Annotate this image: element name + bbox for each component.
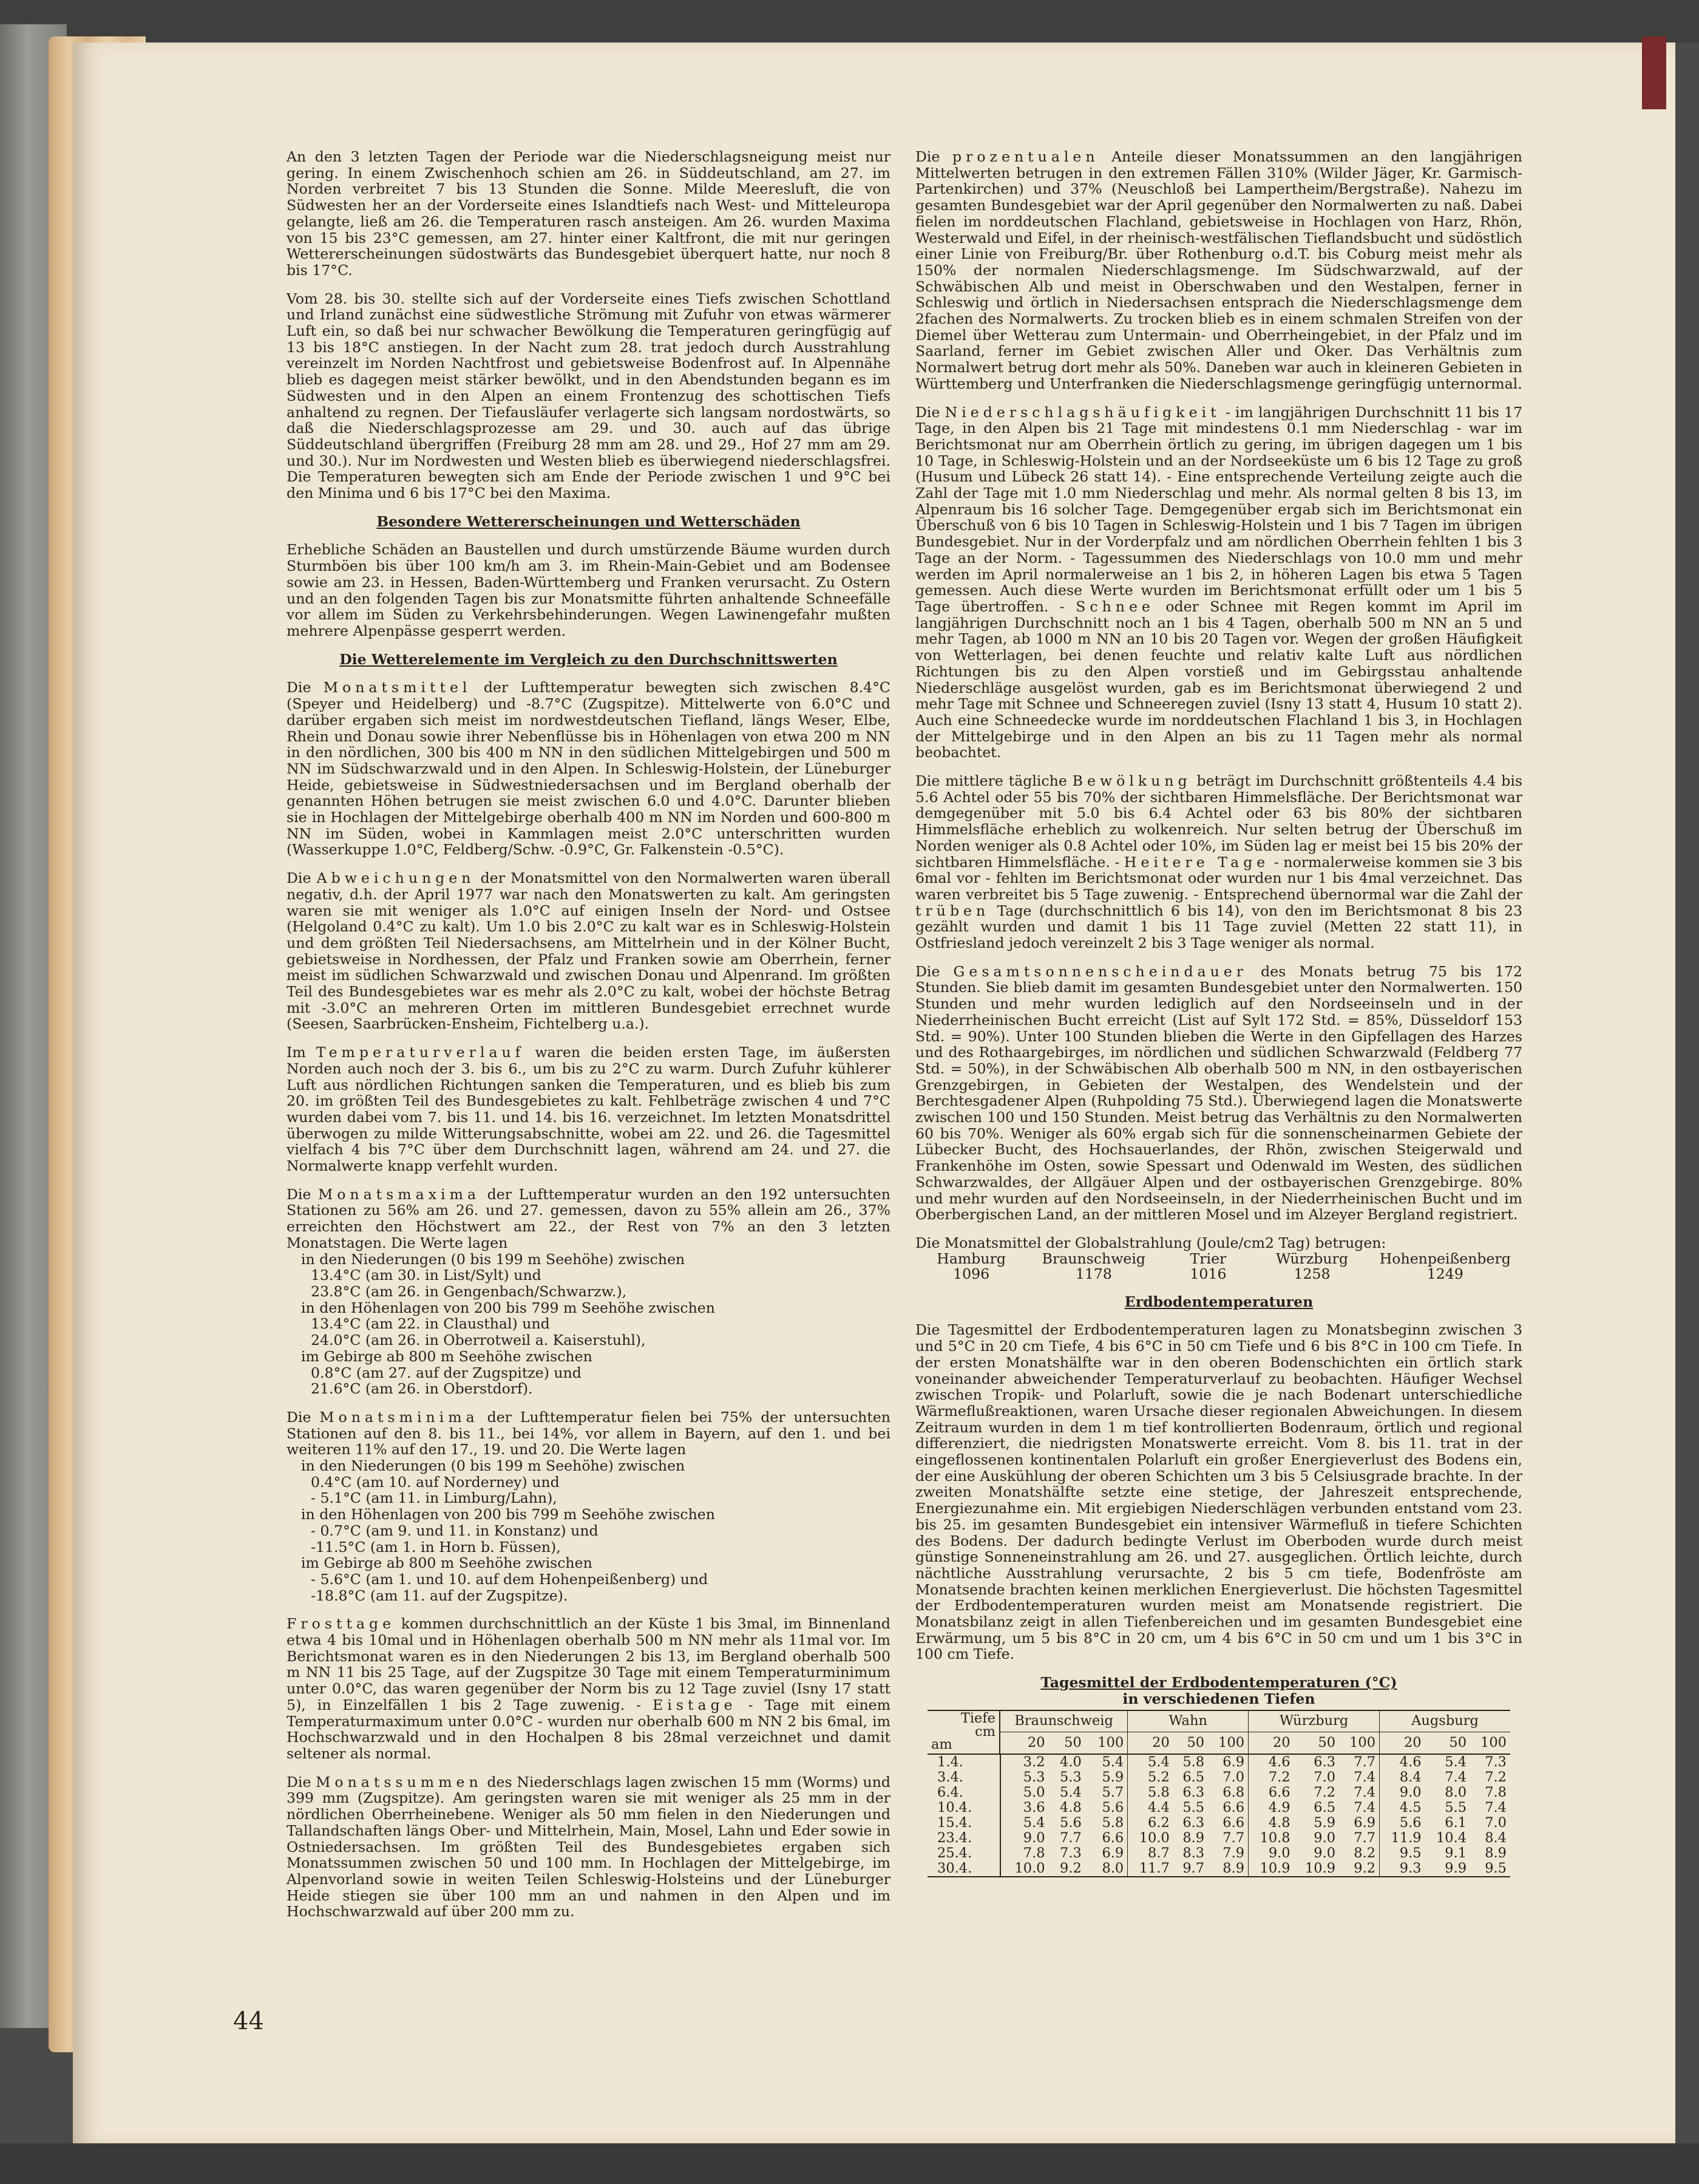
spaced-term: Bewölkung <box>1072 772 1192 790</box>
table-cell: 4.0 <box>1049 1754 1085 1770</box>
spaced-term: Schnee <box>1076 597 1155 615</box>
table-cell: 3.6 <box>1023 1799 1045 1815</box>
table-cell: 6.9 <box>1085 1846 1128 1861</box>
table-cell: 6.6 <box>1208 1815 1248 1831</box>
column-header: Würzburg <box>1249 1710 1380 1732</box>
table-cell: 4.8 <box>1268 1814 1290 1831</box>
table-cell: 8.9 <box>1182 1829 1205 1846</box>
table-cell: 8.2 <box>1339 1846 1379 1861</box>
paragraph: Die prozentualen Anteile dieser Monatssummen an den langjährigen Mittelwerten betrugen in den extremen Fällen 310% (Wilder Jäger, Kr. Garmisch-Partenkirchen) und 37% (Neuschloß bei Lampertheim/Bergstraße). Nahezu im gesamten Bundesgebiet war der April gegenüber den Normalwerten zu naß. Dabei fielen im norddeutschen Flachland, gebietsweise in Hochlagen von Harz, Rhön, Westerwald und Eifel, in der rheinisch-westfälischen Tieflandsbucht und südöstlich einer Linie von Freiburg/Br. über Rothenburg o.d.T. bis Coburg meist mehr als 150% der normalen Niederschlagsmenge. Im Südschwarzwald, auf der Schwäbischen Alb und meist in Oberschwaben und den Westalpen, ferner in Schleswig und örtlich in Niedersachsen entsprach die Niederschlagsmenge dem 2fachen des Normalwerts. Zu trocken blieb es in einem schmalen Streifen von der Diemel über Wetterau zum Untermain- und Oberrheingebiet, in der Pfalz und im Saarland, ferner im Gebiet zwischen Aller und Oker. Das Verhältnis zum Normalwert betrug dort mehr als 50%. Daneben war auch in kleineren Gebieten in Württemberg und Unterfranken die Niederschlagsmenge geringfügig unternormal. <box>915 148 1522 392</box>
table-cell: 6.6 <box>1085 1831 1128 1846</box>
list-item: 0.4°C (am 10. auf Norderney) und <box>311 1473 560 1491</box>
table-row <box>927 1815 1510 1831</box>
paragraph: Frosttage kommen durchschnittlich an der Küste 1 bis 3mal, im Binnenland etwa 4 bis 10mal und in Höhenlagen oberhalb 500 m NN mehr als 11mal vor. Im Berichtsmonat waren es in den Niederungen 2 bis 13, im Bergland oberhalb 500 m NN 11 bis 25 Tage, auf der Zugspitze 30 Tage mit einem Temperaturminimum unter 0.0°C, das waren gegenüber der Norm bis zu 12 Tage zuviel (Isny 17 statt 5), in Einzelfällen 1 bis 2 Tage zuwenig. - Eistage - Tage mit einem Temperaturmaximum unter 0.0°C - wurden nur oberhalb 600 m NN 2 bis 6mal, im Hochschwarzwald und in den Hochalpen 8 bis 28mal verzeichnet und damit seltener als normal. <box>287 1615 891 1762</box>
table-cell: 8.9 <box>1208 1861 1248 1877</box>
depth-header: 20 <box>1272 1734 1290 1750</box>
table-cell: 5.8 <box>1085 1815 1128 1831</box>
table-cell: 5.6 <box>1399 1814 1422 1831</box>
list-item: in den Höhenlagen von 200 bis 799 m Seehöhe zwischen <box>301 1506 715 1523</box>
scan-top-edge <box>0 0 1699 43</box>
table-cell: 7.8 <box>1485 1784 1507 1800</box>
table-cell: 6.2 <box>1148 1814 1170 1831</box>
table-cell: 11.9 <box>1391 1829 1422 1846</box>
table-cell: 7.0 <box>1208 1770 1248 1785</box>
depth-header: 50 <box>1318 1734 1336 1750</box>
list-item: 13.4°C (am 22. in Clausthal) und <box>311 1315 550 1333</box>
list-item: - 5.6°C (am 1. und 10. auf dem Hohenpeißenberg) und <box>311 1570 708 1588</box>
station-value: 1016 <box>1190 1265 1227 1282</box>
list-item: in den Niederungen (0 bis 199 m Seehöhe) zwischen <box>301 1250 685 1268</box>
table-cell: 9.0 <box>1399 1784 1422 1800</box>
table-row <box>927 1754 1510 1770</box>
station-name: Würzburg <box>1276 1250 1348 1267</box>
section-heading: Erdbodentemperaturen <box>1124 1293 1314 1310</box>
table-cell: 7.3 <box>1060 1845 1082 1861</box>
paragraph: Die mittlere tägliche Bewölkung beträgt im Durchschnitt größtenteils 4.4 bis 5.6 Achtel oder 55 bis 70% der sichtbaren Himmelsfläche. Der Berichtsmonat war demgegenüber mit 5.0 bis 6.4 Achtel oder 63 bis 80% der sichtbaren Himmelsfläche erheblich zu wolkenreich. Nur selten betrug der Überschuß im Norden weniger als 0.8 Achtel oder 10%, im Süden lag er meist bei 15 bis 20% der sichtbaren Himmelsfläche. - Heitere Tage - normalerweise kommen sie 3 bis 6mal vor - fehlten im Berichtsmonat oder wurden nur 1 bis 4mal verzeichnet. Das waren verbreitet bis 5 Tage zuwenig. - Entsprechend übernormal war die Zahl der trüben Tage (durchschnittlich 6 bis 14), von den im Berichtsmonat 8 bis 23 gezählt wurden und damit 1 bis 11 Tage zuviel (Metten 22 statt 11), in Ostfriesland jedoch vereinzelt 2 bis 3 Tage weniger als normal. <box>915 772 1522 952</box>
table-cell: 5.3 <box>1023 1769 1045 1785</box>
station-value: 1178 <box>1075 1265 1112 1282</box>
table-cell: 9.3 <box>1380 1861 1425 1877</box>
list-item: - 0.7°C (am 9. und 11. in Konstanz) und <box>311 1522 599 1539</box>
spaced-term: trüben <box>915 902 990 919</box>
table-cell: 10.8 <box>1260 1829 1290 1846</box>
station-value: 1258 <box>1294 1265 1331 1282</box>
table-cell: 7.7 <box>1339 1831 1379 1846</box>
table-cell: 6.6 <box>1268 1784 1290 1800</box>
spaced-term: Monatsmaxima <box>318 1185 481 1203</box>
list-item: - 5.1°C (am 11. in Limburg/Lahn), <box>311 1489 557 1507</box>
table-cell: 6.3 <box>1182 1784 1205 1800</box>
table-cell: 5.4 <box>1085 1754 1128 1770</box>
table-cell: 7.0 <box>1485 1814 1507 1831</box>
section-heading: Besondere Wettererscheinungen und Wetterschäden <box>376 512 801 530</box>
spaced-term: Abweichungen <box>316 869 475 887</box>
station-value: 1096 <box>953 1265 990 1282</box>
spaced-term: Monatsminima <box>319 1408 479 1426</box>
section-heading: Die Wetterelemente im Vergleich zu den Durchschnittswerten <box>339 650 838 668</box>
station-name: Trier <box>1190 1250 1227 1267</box>
table-cell: 9.5 <box>1470 1861 1510 1877</box>
table-cell: 5.9 <box>1085 1770 1128 1785</box>
list-item: in den Höhenlagen von 200 bis 799 m Seehöhe zwischen <box>301 1299 715 1316</box>
table-row <box>927 1785 1510 1800</box>
table-cell: 5.9 <box>1314 1814 1336 1831</box>
date-cell: 25.4. <box>927 1846 1000 1861</box>
depth-header: 20 <box>1403 1734 1422 1750</box>
paragraph: Erhebliche Schäden an Baustellen und durch umstürzende Bäume wurden durch Sturmböen bis über 100 km/h am 3. im Rhein-Main-Gebiet und am Bodensee sowie am 23. in Hessen, Baden-Württemberg und Franken verursacht. Zu Ostern und an den folgenden Tagen bis zur Monatsmitte führten anhaltende Schneefälle vor allem im Süden zu Verkehrsbehinderungen. Wegen Lawinengefahr mußten mehrere Alpenpässe gesperrt werden. <box>287 541 890 639</box>
table-cell: 9.0 <box>1314 1829 1336 1846</box>
table-cell: 6.1 <box>1445 1814 1467 1831</box>
table-cell: 4.4 <box>1148 1799 1170 1815</box>
station-value: 1249 <box>1426 1265 1463 1282</box>
table-cell: 5.5 <box>1445 1799 1467 1815</box>
table-cell: 4.6 <box>1249 1754 1294 1770</box>
table-cell: 9.5 <box>1399 1845 1422 1861</box>
depth-header: 100 <box>1480 1734 1507 1750</box>
table-cell: 5.4 <box>1425 1754 1470 1770</box>
table-cell: 7.2 <box>1485 1769 1507 1785</box>
depth-header: 100 <box>1339 1732 1379 1754</box>
list-item: -11.5°C (am 1. in Horn b. Füssen), <box>311 1538 561 1556</box>
table-cell: 5.4 <box>1128 1754 1173 1770</box>
table-row <box>927 1861 1510 1877</box>
table-cell: 10.0 <box>1000 1861 1049 1877</box>
table-cell: 10.0 <box>1139 1829 1170 1846</box>
table-cell: 9.9 <box>1425 1861 1470 1877</box>
table-cell: 7.2 <box>1268 1769 1290 1785</box>
table-cell: 7.2 <box>1314 1784 1336 1800</box>
table-cell: 11.7 <box>1128 1861 1173 1877</box>
table-cell: 4.6 <box>1380 1754 1425 1770</box>
list-item: 13.4°C (am 30. in List/Sylt) und <box>311 1267 541 1284</box>
table-cell: 8.0 <box>1445 1784 1467 1800</box>
table-cell: 5.4 <box>1023 1814 1045 1831</box>
table-row <box>927 1770 1510 1785</box>
date-cell: 3.4. <box>927 1770 1000 1785</box>
date-cell: 10.4. <box>927 1800 1000 1815</box>
table-body <box>927 1754 1510 1877</box>
paragraph: Die Monatsminima der Lufttemperatur fielen bei 75% der untersuchten Stationen auf den 8. bis 11., bei 14%, vor allem in Bayern, auf den 1. und bei weiteren 11% auf den 17., 19. und 20. Die Werte lagen <box>287 1408 890 1458</box>
table-title: Tagesmittel der Erdbodentemperaturen (°C) <box>1040 1674 1397 1692</box>
table-subtitle: in verschiedenen Tiefen <box>1122 1690 1315 1707</box>
paragraph: Die Niederschlagshäufigkeit - im langjährigen Durchschnitt 11 bis 17 Tage, in den Alpen bis 21 Tage mit mindestens 0.1 mm Niederschlag - war im Berichtsmonat nur am Oberrhein örtlich zu gering, im übrigen dagegen um 1 bis 10 Tage, in Schleswig-Holstein und an der Nordseeküste um 6 bis 12 Tage zu groß (Husum und Lübeck 26 statt 14). - Eine entsprechende Verteilung zeigte auch die Zahl der Tage mit 1.0 mm Niederschlag und mehr. Als normal gelten 8 bis 13, im Alpenraum bis 16 solcher Tage. Demgegenüber ergab sich im Berichtsmonat ein Überschuß von 6 bis 10 Tagen in Schleswig-Holstein und 1 bis 7 Tagen im übrigen Bundesgebiet. Nur in der Vorderpfalz und am nördlichen Oberrhein fehlten 1 bis 3 Tage an der Norm. - Tagessummen des Niederschlags von 10.0 mm und mehr werden im April normalerweise an 1 bis 2, in höheren Lagen bis etwa 5 Tagen gemessen. Auch diese Werte wurden im Berichtsmonat erfüllt oder um 1 bis 5 Tage übertroffen. - Schnee oder Schnee mit Regen kommt im April im langjährigen Durchschnitt noch an 1 bis 4 Tagen, oberhalb 500 m NN an 5 und mehr Tagen, ab 1000 m NN an 10 bis 20 Tagen vor. Wegen der großen Häufigkeit von Wetterlagen, bei denen feuchte und relativ kalte Luft aus nördlichen Richtungen bis zu den Alpen vorstieß und im Gebirgsstau anhaltende Niederschläge ausgelöst wurden, gab es im Berichtsmonat überwiegend 2 und mehr Tage mit Schnee und Schneeregen zuviel (Isny 13 statt 4, Husum 10 statt 2). Auch eine Schneedecke wurde im norddeutschen Flachland 1 bis 3, in Hochlagen der Mittelgebirge und in den Alpen an bis zu 11 Tagen mehr als normal beobachtet. <box>915 403 1522 761</box>
table-cell: 9.0 <box>1268 1845 1290 1861</box>
paragraph: Die Monatssummen des Niederschlags lagen zwischen 15 mm (Worms) und 399 mm (Zugspitze). Am geringsten waren sie mit weniger als 25 mm in der nördlichen Oberrheinebene. Weniger als 50 mm fielen in den Niederungen und Tallandschaften längs Ober- und Mittelrhein, Main, Mosel, Lahn und Eder sowie in Ostniedersachsen. Im größten Teil des Bundesgebietes ergaben sich Monatssummen zwischen 50 und 100 mm. In Hochlagen der Mittelgebirge, im Alpenvorland sowie in weiten Teilen Schleswig-Holsteins und der Lüneburger Heide stiegen sie über 100 mm an und nahmen in den Alpen und im Hochschwarzwald auf über 200 mm zu. <box>287 1773 890 1920</box>
table-cell: 5.3 <box>1060 1769 1082 1785</box>
table-cell: 7.4 <box>1445 1769 1467 1785</box>
table-cell: 6.8 <box>1208 1785 1248 1800</box>
table-cell: 5.8 <box>1148 1784 1170 1800</box>
depth-header: 100 <box>1208 1732 1248 1754</box>
column-header: Braunschweig <box>1000 1710 1128 1732</box>
table-cell: 8.9 <box>1485 1845 1507 1861</box>
paragraph: An den 3 letzten Tagen der Periode war die Niederschlagsneigung meist nur gering. In einem Zwischenhoch schien am 26. in Süddeutschland, am 27. im Norden verbreitet 7 bis 13 Stunden die Sonne. Milde Meeresluft, die von Südwesten her an der Vorderseite eines Islandtiefs nach West- und Mitteleuropa gelangte, ließ am 26. die Temperaturen rasch ansteigen. Am 26. wurden Maxima von 15 bis 23°C gemessen, am 27. hinter einer Kaltfront, die mit nur geringen Wettererscheinungen südostwärts das Bundesgebiet überquert hatte, nur noch 8 bis 17°C. <box>287 148 890 279</box>
table-cell: 6.3 <box>1182 1814 1205 1831</box>
global-radiation-list <box>915 1251 1522 1282</box>
table-cell: 8.0 <box>1085 1861 1128 1877</box>
depth-header: 50 <box>1449 1734 1467 1750</box>
table-cell: 5.6 <box>1085 1800 1128 1815</box>
depth-header: 50 <box>1187 1734 1205 1750</box>
maxima-list <box>287 1251 890 1397</box>
table-cell: 8.4 <box>1399 1769 1422 1785</box>
depth-header-row <box>927 1732 1510 1754</box>
page-number: 44 <box>233 2007 264 2035</box>
table-row <box>927 1831 1510 1846</box>
paragraph: Im Temperaturverlauf waren die beiden ersten Tage, im äußersten Norden auch noch der 3. bis 6., um bis zu 2°C zu warm. Durch Zufuhr kühlerer Luft aus nördlichen Richtungen sanken die Temperaturen, und es blieb bis zum 20. im größten Teil des Bundesgebietes zu kalt. Fehlbeträge zwischen 4 und 7°C wurden dabei vom 7. bis 11. und 14. bis 16. verzeichnet. Im letzten Monatsdrittel überwogen zu milde Witterungsabschnitte, wobei am 22. und 26. die Tagesmittel vielfach 4 bis 7°C über dem Durchschnitt lagen, während am 24. und 27. die Normalwerte knapp verfehlt wurden. <box>287 1044 890 1175</box>
left-column <box>287 149 890 1932</box>
spaced-term: prozentualen <box>952 148 1099 165</box>
scan-bottom-edge <box>0 2143 1699 2184</box>
table-cell: 5.7 <box>1085 1785 1128 1800</box>
table-cell: 5.0 <box>1023 1784 1045 1800</box>
spaced-term: Gesamtsonnenscheindauer <box>953 962 1248 980</box>
table-cell: 9.2 <box>1339 1861 1379 1877</box>
spaced-term: Frosttage <box>287 1615 396 1633</box>
paragraph: Die Gesamtsonnenscheindauer des Monats betrug 75 bis 172 Stunden. Sie blieb damit im gesamten Bundesgebiet unter den Normalwerten. 150 Stunden und mehr wurden lediglich auf den Nordseeinseln und in der Niederrheinischen Bucht erreicht (List auf Sylt 172 Std. = 85%, Düsseldorf 153 Std. = 90%). Unter 100 Stunden blieben die Werte in den Gipfellagen des Harzes und des Rothaargebirges, im nördlichen und südlichen Schwarzwald (Feldberg 77 Std. = 50%), in der Schwäbischen Alb oberhalb 500 m NN, in den ostbayerischen Grenzgebirgen, in Gebieten der Westalpen, des Wendelstein und der Berchtesgadener Alpen (Ruhpolding 75 Std.). Überwiegend lagen die Monatswerte zwischen 100 und 150 Stunden. Meist betrug das Verhältnis zu den Normalwerten 60 bis 70%. Weniger als 60% ergab sich für die sonnenscheinarmen Gebiete der Lübecker Bucht, des Hochsauerlandes, der Rhön, zwischen Steigerwald und Frankenhöhe im Osten, sowie Spessart und Odenwald im Westen, des südlichen Schwarzwaldes, der Allgäuer Alpen und der ostbayerischen Grenzgebirge. 80% und mehr wurden auf den Nordseeinseln, in der Niederrheinischen Bucht und im Oberbergischen Land, an der mittleren Mosel und im Alzeyer Bergland registriert. <box>915 962 1522 1223</box>
depth-header: 20 <box>1152 1734 1170 1750</box>
table-cell: 5.6 <box>1060 1814 1082 1831</box>
paragraph: Die Monatsmittel der Globalstrahlung (Joule/cm2 Tag) betrugen: <box>915 1234 1386 1251</box>
spaced-term: Niederschlagshäufigkeit <box>944 403 1221 421</box>
table-cell: 4.9 <box>1268 1799 1290 1815</box>
date-cell: 15.4. <box>927 1815 1000 1831</box>
table-cell: 5.5 <box>1182 1799 1205 1815</box>
table-cell: 7.4 <box>1485 1799 1507 1815</box>
table-cell: 3.2 <box>1000 1754 1049 1770</box>
paragraph: Die Monatsmaxima der Lufttemperatur wurden an den 192 untersuchten Stationen zu 56% am 26. und 27. gemessen, davon zu 55% allein am 26., 37% erreichten den Höchstwert am 22., der Rest von 7% an den 3 letzten Monatstagen. Die Werte lagen <box>287 1185 890 1251</box>
table-cell: 9.7 <box>1173 1861 1208 1877</box>
list-item: 24.0°C (am 26. in Oberrotweil a. Kaiserstuhl), <box>311 1332 646 1349</box>
spaced-term: Temperaturverlauf <box>316 1044 525 1061</box>
date-cell: 23.4. <box>927 1831 1000 1846</box>
bookmark-ribbon <box>1642 36 1666 109</box>
minima-list <box>287 1458 890 1604</box>
table-cell: 4.8 <box>1060 1799 1082 1815</box>
station-name: Hohenpeißenberg <box>1379 1250 1511 1267</box>
list-item: 21.6°C (am 26. in Oberstdorf). <box>311 1380 533 1398</box>
depth-header: 20 <box>1027 1734 1045 1750</box>
spaced-term: Heitere Tage <box>1124 853 1270 871</box>
spaced-term: Monatsmittel <box>323 679 472 696</box>
table-cell: 10.9 <box>1294 1861 1339 1877</box>
spaced-term: Eistage <box>653 1696 737 1713</box>
table-cell: 6.6 <box>1208 1800 1248 1815</box>
station-name: Braunschweig <box>1042 1250 1146 1267</box>
paragraph: Die Tagesmittel der Erdbodentemperaturen lagen zu Monatsbeginn zwischen 3 und 5°C in 20 cm Tiefe, 4 bis 6°C in 50 cm Tiefe und 6 bis 8°C in 100 cm Tiefe. In der ersten Monatshälfte war in den oberen Bodenschichten ein örtlich stark voneinander abweichender Temperaturverlauf zu beobachten. Häufiger Wechsel zwischen Tropik- und Polarluft, sowie die je nach Bodenart unterschiedliche Wärmeflußreaktionen, waren Ursache dieser regionalen Abweichungen. In diesem Zeitraum wurden in dem 1 m tief kontrollierten Bodenraum, örtlich und regional differenziert, die niedrigsten Monatswerte erreicht. Vom 8. bis 11. trat in der eingeflossenen kontinentalen Polarluft ein großer Energieverlust des Bodens ein, der eine Auskühlung der oberen Schichten um 3 bis 5 Celsiusgrade brachte. In der zweiten Monatshälfte setzte eine stetige, der Jahreszeit entsprechende, Energiezunahme ein. Mit ergiebigen Niederschlägen verbunden entstand vom 23. bis 25. im gesamten Bundesgebiet ein intensiver Wärmefluß in tiefere Schichten des Bodens. Der dadurch bedingte Verlust im Oberboden wurde durch meist günstige Sonneneinstrahlung am 26. und 27. ausgeglichen. Örtlich leichte, durch nächtliche Ausstrahlung verursachte, 2 bis 5 cm tiefe, Bodenfröste am Monatsende brachten keinen merklichen Energieverlust. Die höchsten Tagesmittel der Erdbodentemperaturen wurden meist am Monatsende registriert. Die Monatsbilanz zeigt in allen Tiefenbereichen und im gesamten Bundesgebiet eine Erwärmung, um 5 bis 8°C in 20 cm, um 4 bis 6°C in 50 cm und um 1 bis 3°C in 100 cm Tiefe. <box>915 1321 1522 1663</box>
table-cell: 8.4 <box>1485 1829 1507 1846</box>
station-name: Hamburg <box>937 1250 1006 1267</box>
table-cell: 7.8 <box>1023 1845 1045 1861</box>
table-cell: 10.4 <box>1436 1829 1467 1846</box>
date-cell: 6.4. <box>927 1785 1000 1800</box>
depth-header: 100 <box>1085 1732 1128 1754</box>
column-header: Wahn <box>1128 1710 1249 1732</box>
table-cell: 7.7 <box>1060 1829 1082 1846</box>
list-item: 0.8°C (am 27. auf der Zugspitze) und <box>311 1364 582 1381</box>
table-cell: 7.7 <box>1208 1831 1248 1846</box>
table-cell: 7.3 <box>1470 1754 1510 1770</box>
table-cell: 6.9 <box>1339 1815 1379 1831</box>
table-cell: 9.2 <box>1049 1861 1085 1877</box>
table-cell: 6.5 <box>1182 1769 1205 1785</box>
paragraph: Die Abweichungen der Monatsmittel von den Normalwerten waren überall negativ, d.h. der April 1977 war nach den Monatswerten zu kalt. Am geringsten waren sie mit weniger als 1.0°C auf einigen Inseln der Nord- und Ostsee (Helgoland 0.4°C zu kalt). Um 1.0 bis 2.0°C zu kalt war es in Schleswig-Holstein und dem größten Teil Niedersachsens, am Mittelrhein und in der Kölner Bucht, gebietsweise in Nordhessen, der Pfalz und Franken sowie am Oberrhein, ferner meist im südlichen Schwarzwald und zwischen Donau und Alpenrand. Im größten Teil des Bundesgebietes war es mehr als 2.0°C zu kalt, wobei der höchste Betrag mit -3.0°C an mehreren Orten im mittleren Bundesgebiet errechnet wurde (Seesen, Saarbrücken-Ensheim, Fichtelberg u.a.). <box>287 869 890 1033</box>
table-cell: 9.0 <box>1023 1829 1045 1846</box>
list-item: im Gebirge ab 800 m Seehöhe zwischen <box>301 1554 592 1572</box>
table-cell: 10.9 <box>1249 1861 1294 1877</box>
table-row <box>927 1846 1510 1861</box>
table-cell: 6.9 <box>1208 1754 1248 1770</box>
table-cell: 8.7 <box>1148 1845 1170 1861</box>
soil-temperature-table <box>927 1710 1510 1877</box>
paragraph: Vom 28. bis 30. stellte sich auf der Vorderseite eines Tiefs zwischen Schottland und Irland zunächst eine südwestliche Strömung mit Zufuhr von etwas wärmerer Luft ein, so daß bei nur schwacher Bewölkung die Temperaturen geringfügig auf 13 bis 18°C anstiegen. In der Nacht zum 28. trat jedoch durch Ausstrahlung vereinzelt im Norden Nachtfrost und gebietsweise Bodenfrost auf. In Alpennähe blieb es dagegen meist stärker bewölkt, und in den Abendstunden begann es im Südwesten und in den Alpen an einem Frontenzug des schottischen Tiefs anhaltend zu regnen. Der Tiefausläufer verlagerte sich langsam nordostwärts, so daß die Niederschlagsprozesse am 29. und 30. auch auf das übrige Süddeutschland übergriffen (Freiburg 28 mm am 28. und 29., Hof 27 mm am 29. und 30.). Nur im Nordwesten und Westen blieb es überwiegend niederschlagsfrei. Die Temperaturen bewegten sich am Ende der Periode zwischen 1 und 9°C bei den Minima und 6 bis 17°C bei den Maxima. <box>287 290 890 502</box>
table-cell: 5.2 <box>1148 1769 1170 1785</box>
column-header: Augsburg <box>1380 1710 1510 1732</box>
paragraph: Die Monatsmittel der Lufttemperatur bewegten sich zwischen 8.4°C (Speyer und Heidelberg) und -8.7°C (Zugspitze). Mittelwerte von 6.0°C und darüber ergaben sich meist im nordwestdeutschen Tiefland, längs Weser, Elbe, Rhein und Donau sowie ihrer Nebenflüsse bis in Höhenlagen von etwa 200 m NN in den nördlichen, 300 bis 400 m NN in den südlichen Mittelgebirgen und 500 m NN im Südschwarzwald und in den Alpen. In Schleswig-Holstein, der Lüneburger Heide, gebietsweise in Südwestniedersachsen und im Bergland oberhalb der genannten Höhen betrugen sie meist zwischen 6.0 und 4.0°C. Darunter blieben sie in Hochlagen der Mittelgebirge oberhalb 400 m NN im Norden und 600-800 m NN im Süden, wobei in Kammlagen meist 2.0°C unterschritten wurden (Wasserkuppe 1.0°C, Feldberg/Schw. -0.9°C, Gr. Falkenstein -0.5°C). <box>287 679 890 859</box>
table-corner: Tiefe cm am <box>927 1710 1000 1754</box>
date-cell: 30.4. <box>927 1861 1000 1877</box>
table-cell: 7.7 <box>1339 1754 1379 1770</box>
list-item: in den Niederungen (0 bis 199 m Seehöhe) zwischen <box>301 1457 685 1475</box>
table-cell: 5.8 <box>1173 1754 1208 1770</box>
list-item: -18.8°C (am 11. auf der Zugspitze). <box>311 1587 568 1604</box>
table-cell: 8.3 <box>1182 1845 1205 1861</box>
list-item: im Gebirge ab 800 m Seehöhe zwischen <box>301 1347 592 1365</box>
table-cell: 7.4 <box>1339 1800 1379 1815</box>
spaced-term: Monatssummen <box>316 1773 483 1791</box>
table-cell: 7.4 <box>1339 1785 1379 1800</box>
table-cell: 4.5 <box>1399 1799 1422 1815</box>
table-cell: 7.4 <box>1339 1770 1379 1785</box>
list-item: 23.8°C (am 26. in Gengenbach/Schwarzw.), <box>311 1283 627 1300</box>
table-cell: 9.0 <box>1314 1845 1336 1861</box>
table-row <box>927 1800 1510 1815</box>
depth-header: 50 <box>1064 1734 1082 1750</box>
date-cell: 1.4. <box>927 1754 1000 1770</box>
table-cell: 9.1 <box>1445 1845 1467 1861</box>
table-cell: 7.0 <box>1314 1769 1336 1785</box>
right-column <box>915 149 1522 1877</box>
table-cell: 7.9 <box>1208 1846 1248 1861</box>
table-cell: 6.3 <box>1294 1754 1339 1770</box>
table-cell: 5.4 <box>1060 1784 1082 1800</box>
table-cell: 6.5 <box>1314 1799 1336 1815</box>
